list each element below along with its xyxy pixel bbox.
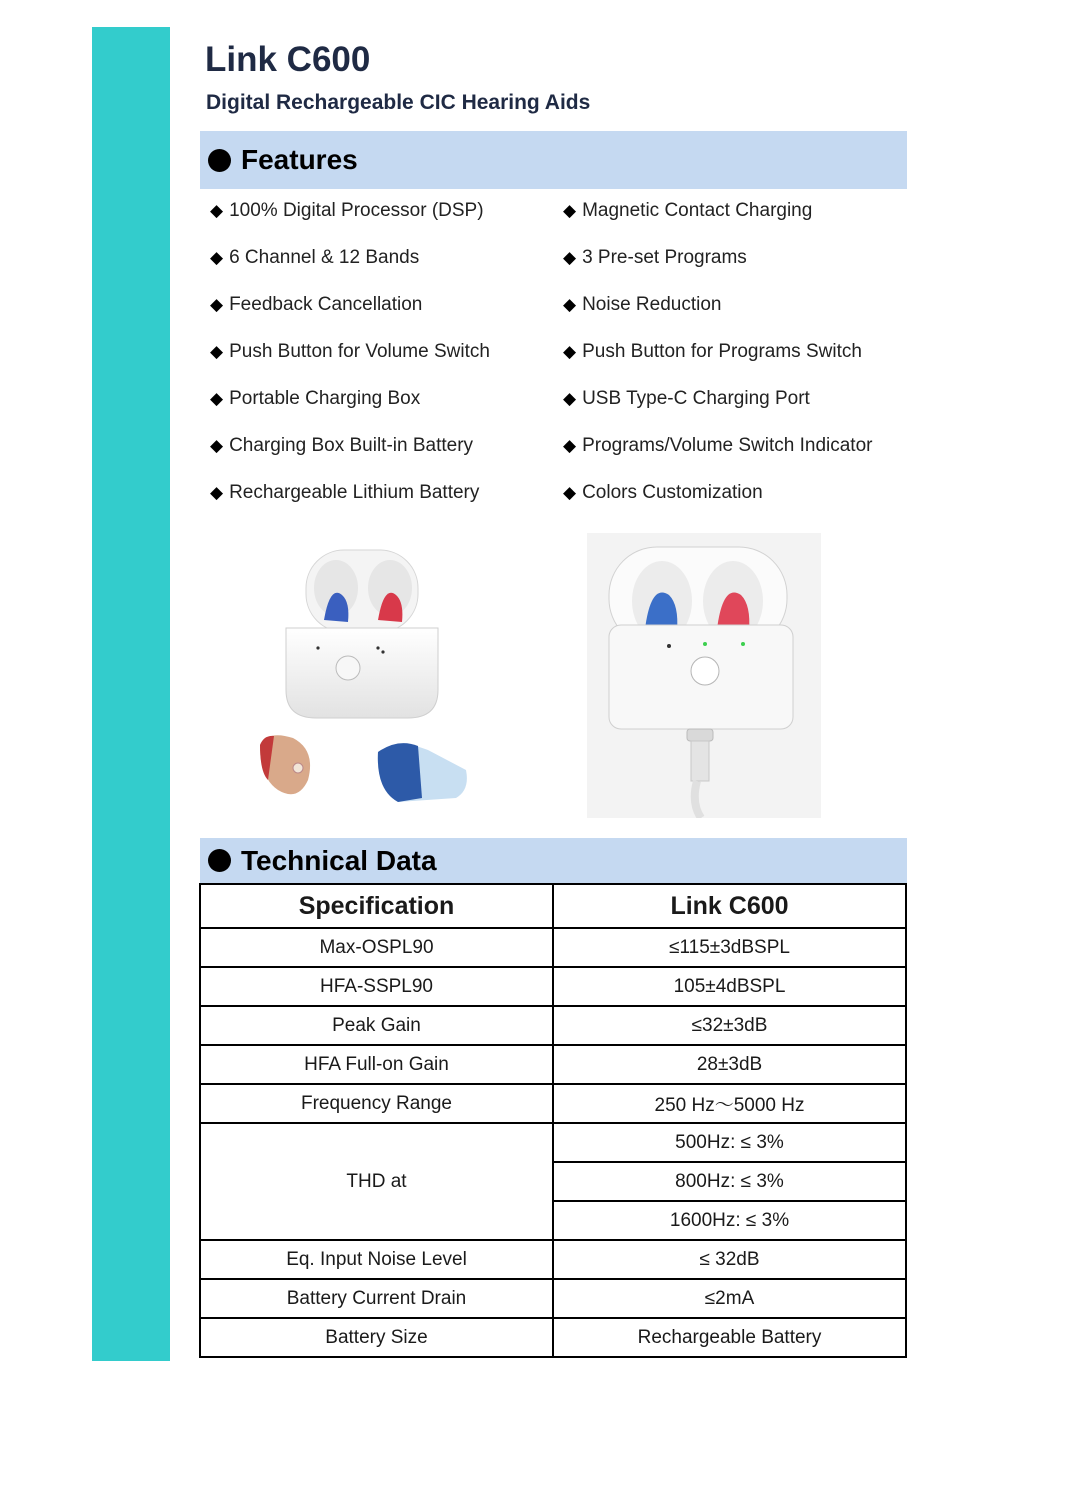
technical-data-header [200, 838, 907, 883]
diamond-bullet-icon: ◆ [563, 436, 577, 455]
diamond-bullet-icon: ◆ [563, 342, 577, 361]
feature-item: ◆ Push Button for Volume Switch [210, 341, 490, 362]
side-accent-bar [92, 27, 170, 1361]
table-header-row [200, 884, 906, 928]
diamond-bullet-icon: ◆ [210, 201, 224, 220]
thd-label: THD at [200, 1123, 553, 1240]
column-header-model: Link C600 [553, 884, 906, 928]
diamond-bullet-icon: ◆ [210, 248, 224, 267]
diamond-bullet-icon: ◆ [210, 295, 224, 314]
feature-item: ◆ Rechargeable Lithium Battery [210, 482, 480, 503]
feature-item: ◆ 100% Digital Processor (DSP) [210, 200, 484, 221]
charging-case-icon [238, 540, 478, 820]
feature-item: ◆ Noise Reduction [563, 294, 722, 315]
diamond-bullet-icon: ◆ [210, 389, 224, 408]
feature-item: ◆ 3 Pre-set Programs [563, 247, 747, 268]
feature-item: ◆ Feedback Cancellation [210, 294, 423, 315]
table-row: Eq. Input Noise Level ≤ 32dB [200, 1240, 906, 1279]
feature-item: ◆ USB Type-C Charging Port [563, 388, 810, 409]
table-row: 1600Hz: ≤ 3% [200, 1201, 906, 1240]
diamond-bullet-icon: ◆ [563, 248, 577, 267]
diamond-bullet-icon: ◆ [563, 201, 577, 220]
product-image-case-charging [587, 533, 821, 818]
table-row: HFA Full-on Gain 28±3dB [200, 1045, 906, 1084]
spec-table [199, 883, 907, 1358]
product-subtitle: Digital Rechargeable CIC Hearing Aids [206, 91, 591, 114]
product-title: Link C600 [205, 40, 371, 79]
table-row: Max-OSPL90 ≤115±3dBSPL [200, 928, 906, 967]
feature-item: ◆ Magnetic Contact Charging [563, 200, 813, 221]
feature-item: ◆ Programs/Volume Switch Indicator [563, 435, 873, 456]
diamond-bullet-icon: ◆ [210, 483, 224, 502]
feature-item: ◆ Colors Customization [563, 482, 763, 503]
features-header [200, 131, 907, 189]
features-title: Features [241, 144, 358, 175]
table-row: THD at 500Hz: ≤ 3% [200, 1123, 906, 1162]
feature-item: ◆ Portable Charging Box [210, 388, 421, 409]
table-row: Battery Current Drain ≤2mA [200, 1279, 906, 1318]
table-row: Peak Gain ≤32±3dB [200, 1006, 906, 1045]
table-row: Frequency Range 250 Hz～5000 Hz [200, 1084, 906, 1123]
table-row: 800Hz: ≤ 3% [200, 1162, 906, 1201]
diamond-bullet-icon: ◆ [210, 436, 224, 455]
circle-bullet-icon [208, 149, 231, 172]
circle-bullet-icon [208, 849, 231, 872]
charging-case-usb-icon [587, 533, 821, 818]
feature-item: ◆ Push Button for Programs Switch [563, 341, 862, 362]
technical-data-title: Technical Data [241, 844, 437, 876]
diamond-bullet-icon: ◆ [563, 483, 577, 502]
diamond-bullet-icon: ◆ [563, 295, 577, 314]
table-row: Battery Size Rechargeable Battery [200, 1318, 906, 1357]
diamond-bullet-icon: ◆ [563, 389, 577, 408]
product-image-case-with-aids [238, 540, 478, 820]
table-row: HFA-SSPL90 105±4dBSPL [200, 967, 906, 1006]
feature-item: ◆ Charging Box Built-in Battery [210, 435, 474, 456]
feature-item: ◆ 6 Channel & 12 Bands [210, 247, 420, 268]
diamond-bullet-icon: ◆ [210, 342, 224, 361]
column-header-specification: Specification [200, 884, 553, 928]
